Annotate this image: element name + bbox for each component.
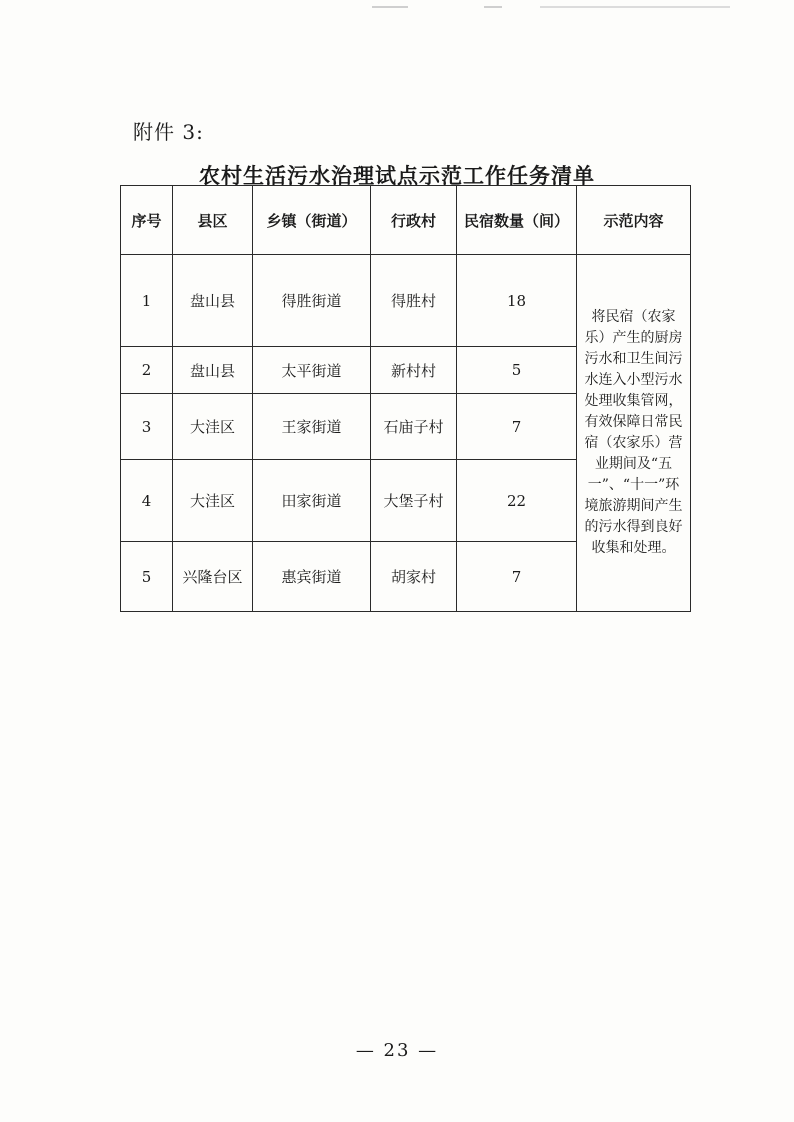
scan-artifact <box>484 6 502 8</box>
header-description: 示范内容 <box>577 186 691 255</box>
cell-count: 5 <box>457 347 577 394</box>
cell-village: 石庙子村 <box>371 394 457 460</box>
cell-count: 18 <box>457 255 577 347</box>
cell-village: 大堡子村 <box>371 460 457 542</box>
cell-county: 盘山县 <box>173 347 253 394</box>
cell-town: 王家街道 <box>253 394 371 460</box>
header-no: 序号 <box>121 186 173 255</box>
cell-village: 得胜村 <box>371 255 457 347</box>
header-count: 民宿数量（间） <box>457 186 577 255</box>
cell-count: 7 <box>457 394 577 460</box>
scan-artifact <box>540 6 730 8</box>
cell-count: 7 <box>457 542 577 612</box>
cell-no: 2 <box>121 347 173 394</box>
table-row <box>121 255 691 347</box>
header-town: 乡镇（街道） <box>253 186 371 255</box>
header-county: 县区 <box>173 186 253 255</box>
cell-town: 田家街道 <box>253 460 371 542</box>
cell-county: 盘山县 <box>173 255 253 347</box>
task-list-table <box>120 185 691 612</box>
cell-village: 胡家村 <box>371 542 457 612</box>
scan-artifact <box>372 6 408 8</box>
header-village: 行政村 <box>371 186 457 255</box>
cell-no: 5 <box>121 542 173 612</box>
cell-no: 1 <box>121 255 173 347</box>
attachment-label: 附件 3: <box>133 120 204 144</box>
document-title: 农村生活污水治理试点示范工作任务清单 <box>199 164 595 188</box>
table-header-row <box>121 186 691 255</box>
cell-no: 4 <box>121 460 173 542</box>
cell-description: 将民宿（农家乐）产生的厨房污水和卫生间污水连入小型污水处理收集管网，有效保障日常民宿（农家乐）营业期间及“五一”、“十一”环境旅游期间产生的污水得到良好收集和处理。 <box>577 255 691 612</box>
cell-town: 得胜街道 <box>253 255 371 347</box>
cell-county: 兴隆台区 <box>173 542 253 612</box>
cell-count: 22 <box>457 460 577 542</box>
page-number: — 23 — <box>355 1040 439 1061</box>
cell-town: 惠宾街道 <box>253 542 371 612</box>
cell-town: 太平街道 <box>253 347 371 394</box>
cell-county: 大洼区 <box>173 394 253 460</box>
cell-county: 大洼区 <box>173 460 253 542</box>
cell-no: 3 <box>121 394 173 460</box>
cell-village: 新村村 <box>371 347 457 394</box>
